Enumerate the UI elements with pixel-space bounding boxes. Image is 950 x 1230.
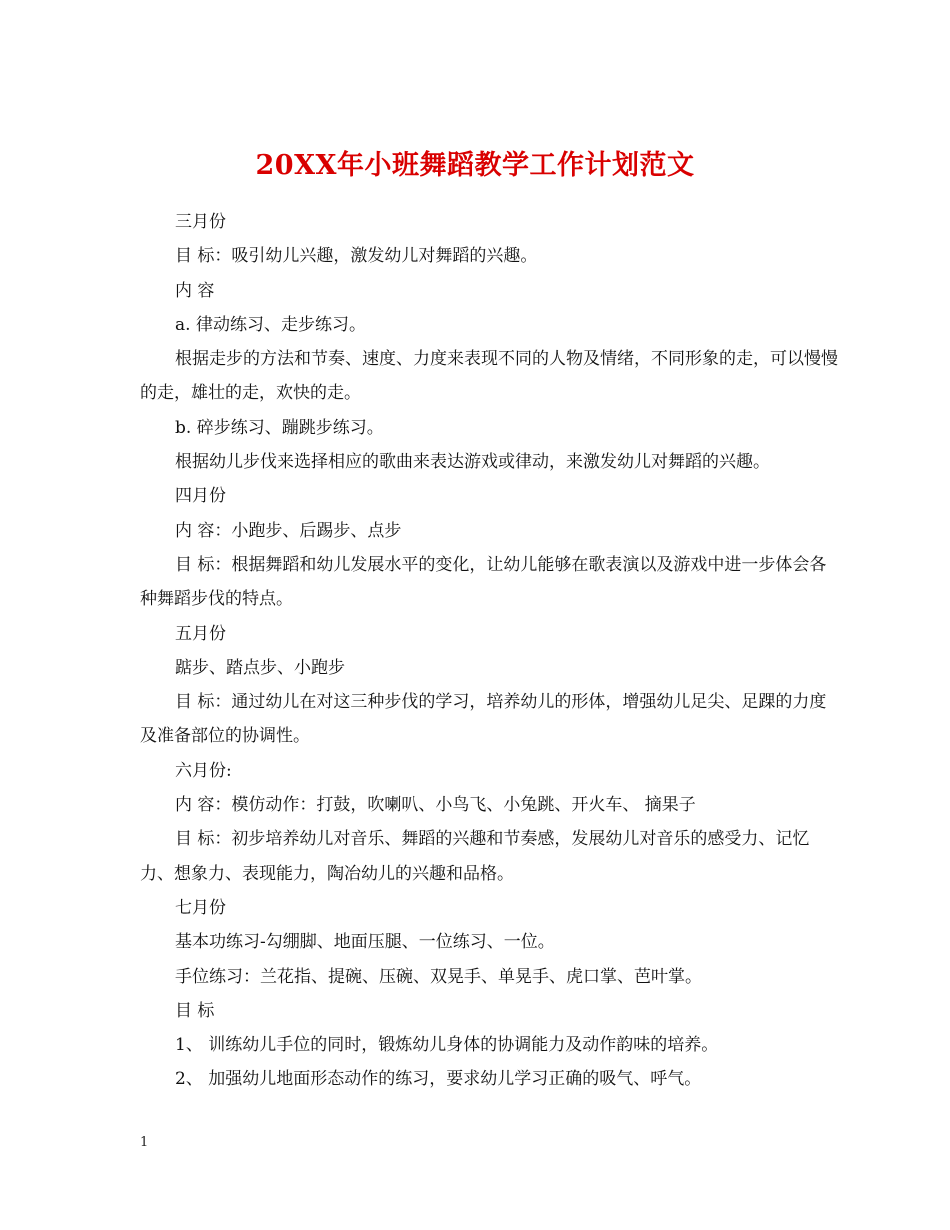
paragraph: 踮步、踏点步、小跑步 [175, 657, 345, 678]
paragraph: 内 容 [175, 280, 215, 301]
paragraph: 目 标：根据舞蹈和幼儿发展水平的变化，让幼儿能够在歌表演以及游戏中进一步体会各种舞蹈步伐的特点。 [140, 554, 827, 610]
document-body [140, 205, 840, 1097]
paragraph: 根据走步的方法和节奏、速度、力度来表现不同的人物及情绪，不同形象的走，可以慢慢的走，雄壮的走，欢快的走。 [140, 349, 838, 404]
paragraph: 目 标：吸引幼儿兴趣，激发幼儿对舞蹈的兴趣。 [175, 246, 538, 267]
page-number: 1 [140, 1135, 149, 1150]
paragraph: 目 标：通过幼儿在对这三种步伐的学习，培养幼儿的形体，增强幼儿足尖、足踝的力度及准备部位的协调性。 [140, 692, 827, 747]
paragraph: 基本功练习-勾绷脚、地面压腿、一位练习、一位。 [175, 932, 555, 953]
paragraph: 内 容：模仿动作：打鼓，吹喇叭、小鸟飞、小兔跳、开火车、 摘果子 [175, 795, 696, 816]
paragraph: 六月份: [175, 760, 232, 781]
paragraph: 内 容：小跑步、后踢步、点步 [175, 520, 402, 541]
paragraph: 四月份 [175, 486, 226, 507]
paragraph: 2、 加强幼儿地面形态动作的练习，要求幼儿学习正确的吸气、呼气。 [175, 1069, 702, 1090]
paragraph: 目 标 [175, 1000, 215, 1021]
paragraph: 手位练习：兰花指、提碗、压碗、双晃手、单晃手、虎口掌、芭叶掌。 [175, 966, 702, 987]
paragraph: 三月份 [175, 212, 226, 232]
paragraph: 七月份 [175, 897, 226, 918]
paragraph: 五月份 [175, 623, 226, 644]
paragraph: a. 律动练习、走步练习。 [175, 314, 366, 335]
paragraph: 目 标：初步培养幼儿对音乐、舞蹈的兴趣和节奏感，发展幼儿对音乐的感受力、记忆力、想象力、表现能力，陶冶幼儿的兴趣和品格。 [140, 829, 810, 884]
document-title: 20XX年小班舞蹈教学工作计划范文 [255, 150, 695, 182]
paragraph: 根据幼儿步伐来选择相应的歌曲来表达游戏或律动，来激发幼儿对舞蹈的兴趣。 [175, 452, 770, 473]
paragraph: b. 碎步练习、蹦跳步练习。 [175, 417, 384, 438]
paragraph: 1、 训练幼儿手位的同时，锻炼幼儿身体的协调能力及动作韵味的培养。 [175, 1035, 719, 1056]
